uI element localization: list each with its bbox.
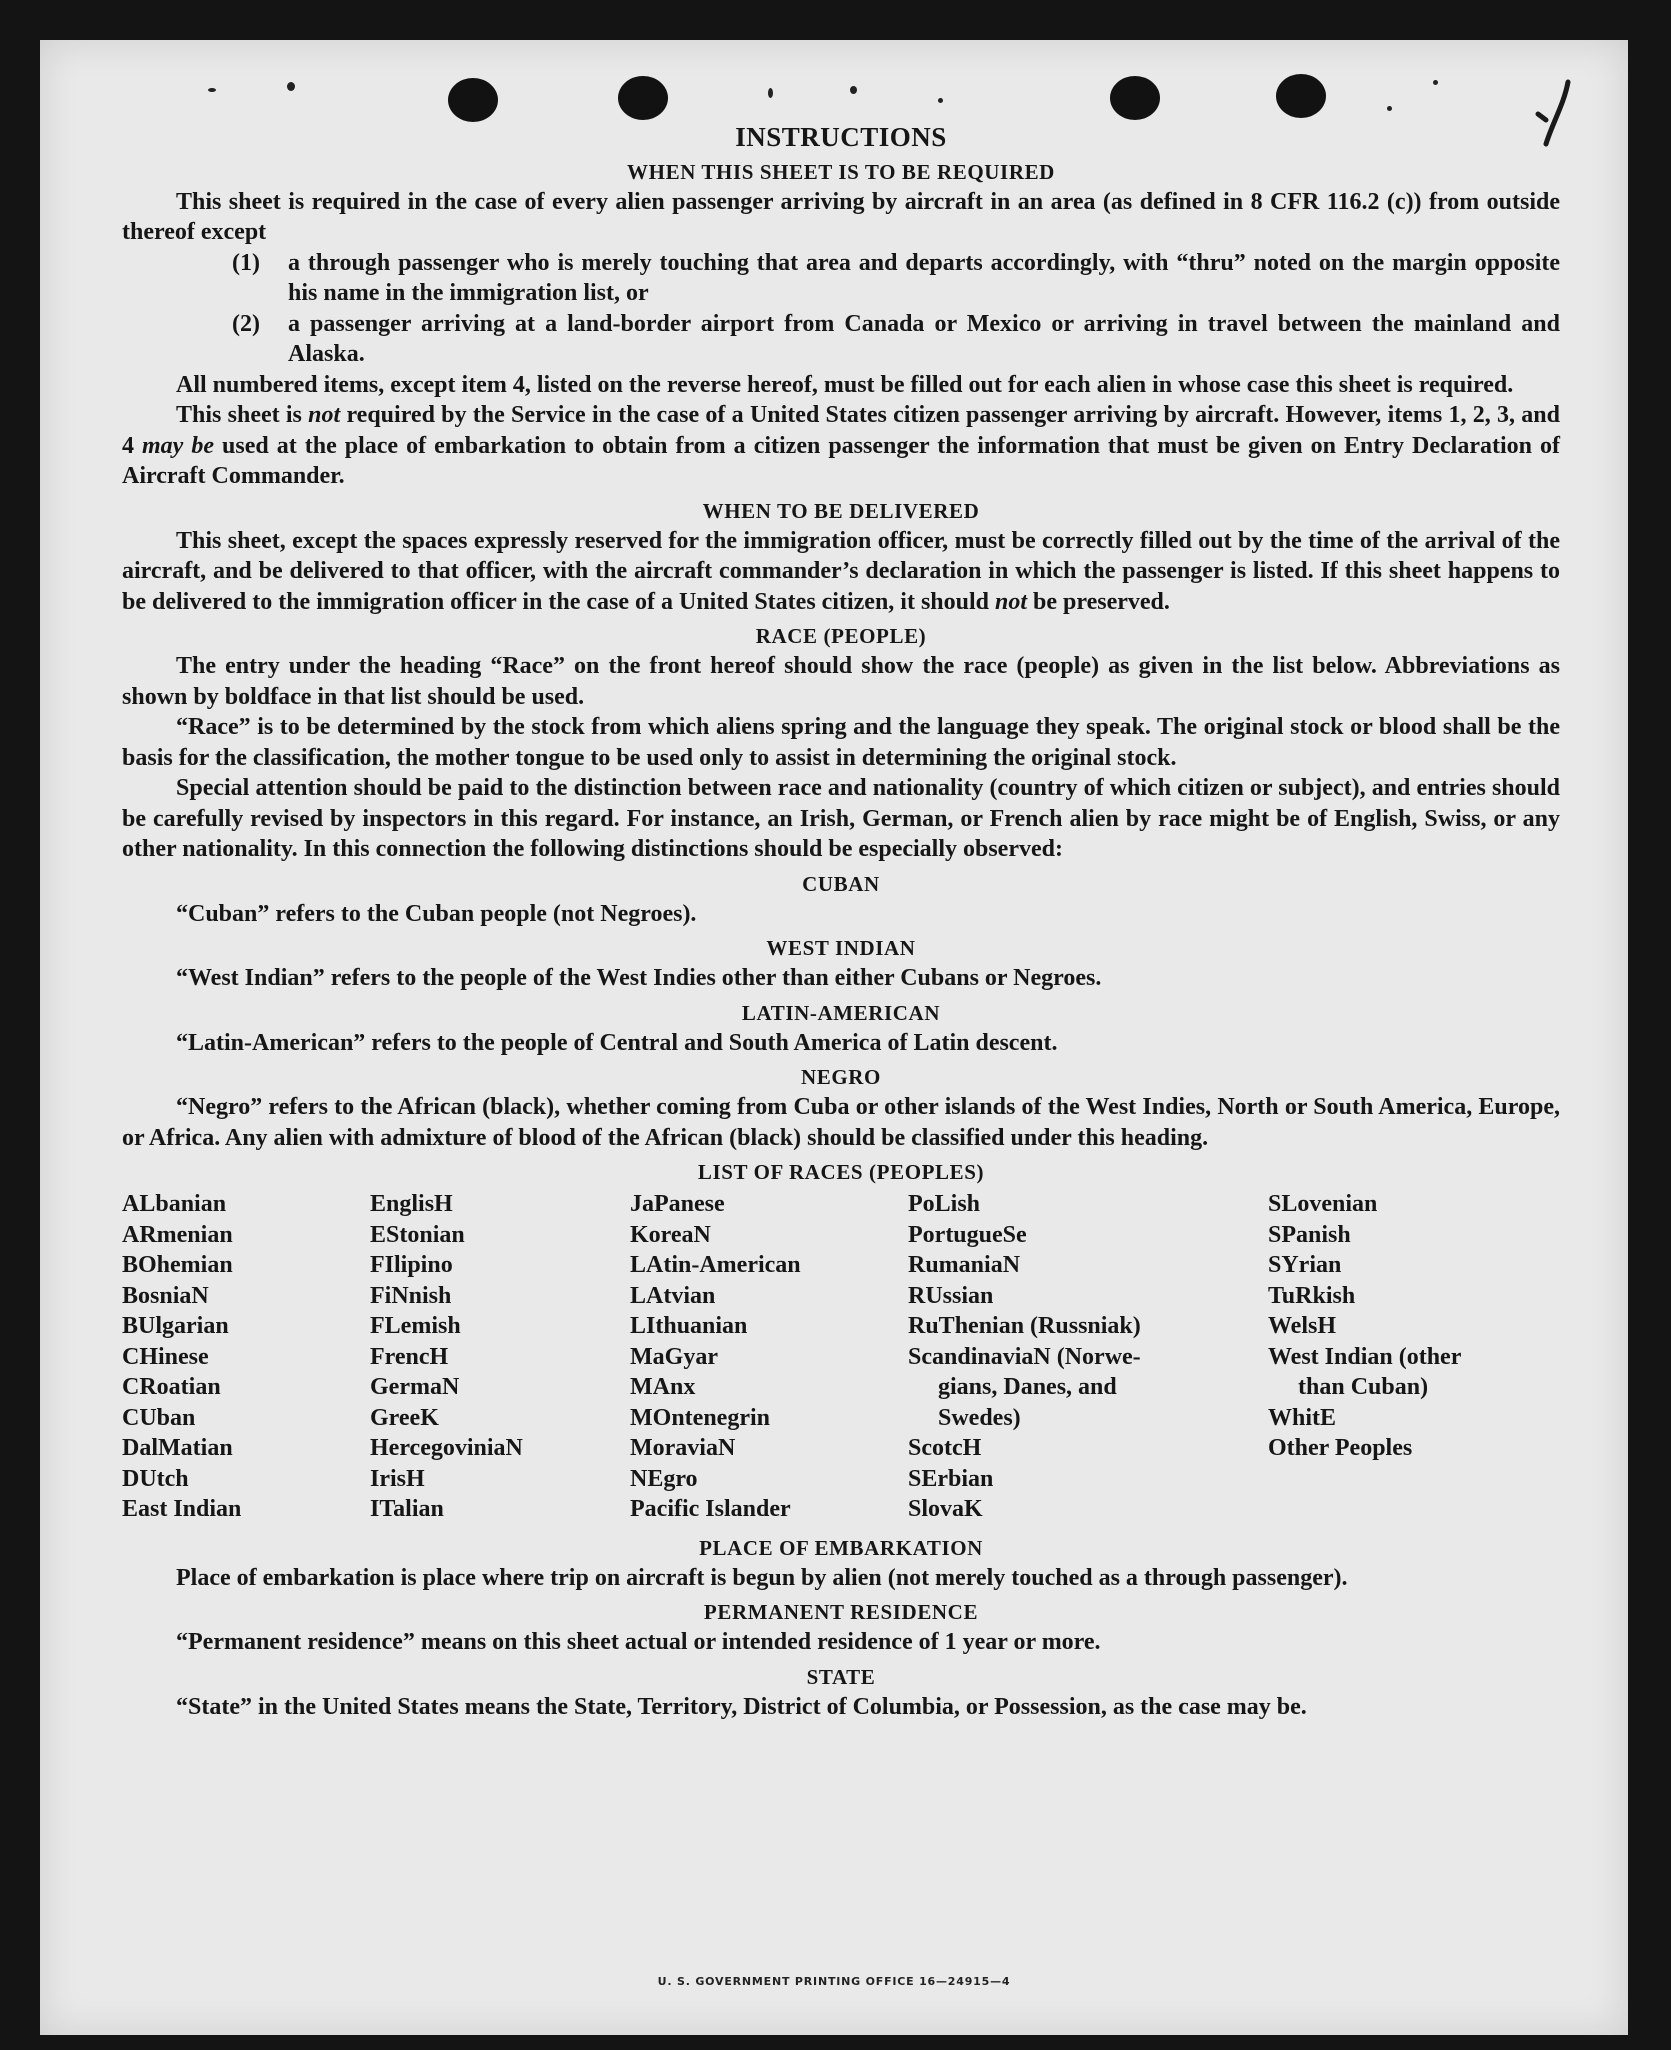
race-entry: EnglisH <box>370 1191 453 1217</box>
race-entry: West Indian (other <box>1268 1343 1462 1370</box>
race-entry: ALbanian <box>122 1191 227 1217</box>
race-entry: MaGyar <box>630 1343 718 1370</box>
race-entry: RUssian <box>908 1282 994 1309</box>
section-heading-required: WHEN THIS SHEET IS TO BE REQUIRED <box>627 159 1055 184</box>
race-entry: JaPanese <box>630 1191 725 1217</box>
race-entry: SlovaK <box>908 1496 983 1522</box>
paragraph-race-2: “Race” is to be determined by the stock from which aliens spring and the language they speak. The original stock or blood shall be the basis for the classification, the mother tongue to be used only to assist in determining the original stock. <box>122 714 1560 771</box>
section-heading-negro: NEGRO <box>800 1065 881 1089</box>
section-heading-west-indian: WEST INDIAN <box>766 936 916 960</box>
race-entry: RumaniaN <box>908 1252 1021 1278</box>
section-heading-residence: PERMANENT RESIDENCE <box>703 1600 979 1624</box>
punch-hole <box>448 78 498 122</box>
race-entry: KoreaN <box>630 1221 711 1248</box>
race-entry: IrisH <box>370 1465 425 1492</box>
paragraph-delivered <box>122 526 1560 618</box>
race-entry: East Indian <box>122 1496 242 1522</box>
race-entry: FrencH <box>370 1343 449 1370</box>
race-entry: GermaN <box>370 1374 460 1400</box>
race-entry: BOhemian <box>122 1252 233 1278</box>
race-entry: ITalian <box>370 1496 444 1522</box>
race-entry: DUtch <box>122 1465 189 1492</box>
paragraph-latin-american: “Latin-American” refers to the people of Central and South America of Latin descent. <box>176 1029 1058 1056</box>
section-heading-embarkation: PLACE OF EMBARKATION <box>699 1535 983 1560</box>
race-column <box>1268 1189 1528 1525</box>
race-entry: BosniaN <box>122 1282 209 1309</box>
ink-speck <box>850 86 857 94</box>
race-entry-continued: Swedes) <box>938 1404 1021 1431</box>
race-entry: LAtin-American <box>630 1252 801 1278</box>
text-run: This sheet, except the spaces expressly reserved for the immigration officer, must be correctly filled out by the time of the arrival of the aircraft, and be delivered to that officer, with the aircraft commander’s declaration in which the passenger is listed. If this sheet happens to be delivered to the immigration officer in the case of a United States citizen, it should <box>122 527 1560 615</box>
race-entry: LAtvian <box>630 1282 716 1309</box>
item-text: a through passenger who is merely touching that area and departs accordingly, with “thru” noted on the margin opposite his name in the immigration list, or <box>288 249 1560 306</box>
race-column <box>370 1189 630 1525</box>
punch-hole <box>1110 76 1160 120</box>
item-text: a passenger arriving at a land-border airport from Canada or Mexico or arriving in travel between the mainland and Alaska. <box>288 310 1560 367</box>
race-entry: TuRkish <box>1268 1282 1356 1309</box>
document-page <box>40 40 1628 2035</box>
race-entry: NEgro <box>630 1465 698 1492</box>
ink-speck <box>768 88 773 98</box>
race-entry: FIlipino <box>370 1252 453 1278</box>
exception-item-2 <box>122 309 1560 370</box>
race-entry: ScandinaviaN (Norwe- <box>908 1343 1141 1370</box>
item-number: (2) <box>232 310 260 337</box>
race-entry: DalMatian <box>122 1435 233 1461</box>
emphasis-not: not <box>308 402 341 428</box>
race-entry-continued: gians, Danes, and <box>938 1374 1117 1400</box>
race-list-table <box>122 1189 1560 1525</box>
race-entry: SPanish <box>1268 1221 1351 1248</box>
race-entry: PoLish <box>908 1191 981 1217</box>
race-entry: MoraviaN <box>630 1435 736 1461</box>
race-column <box>908 1189 1268 1525</box>
punch-hole <box>1276 74 1326 118</box>
paragraph-citizen <box>122 400 1560 492</box>
race-entry: WelsH <box>1268 1313 1337 1339</box>
race-entry: Other Peoples <box>1268 1435 1413 1461</box>
text-run: required by the Service in the case of a United States citizen passenger arriving by aircraft. However, items 1, 2, 3, and 4 <box>122 402 1560 459</box>
section-heading-cuban: CUBAN <box>802 871 880 896</box>
paragraph-required: This sheet is required in the case of every alien passenger arriving by aircraft in an area (as defined in 8 CFR 116.2 (c)) from outside thereof except <box>122 188 1560 245</box>
item-number: (1) <box>232 249 260 276</box>
paragraph-race-3: Special attention should be paid to the distinction between race and nationality (country of which citizen or subject), and entries should be carefully revised by inspectors in this regard. For instance, an Irish, German, or French alien by race might be of English, Swiss, or any other nationality. In this connection the following distinctions should be especially observed: <box>122 775 1560 862</box>
ink-speck <box>938 98 943 103</box>
emphasis-not: not <box>995 588 1028 615</box>
race-entry: RuThenian (Russniak) <box>908 1313 1141 1339</box>
printer-imprint: U. S. GOVERNMENT PRINTING OFFICE 16—24915—4 <box>657 1975 1011 1988</box>
paragraph-west-indian: “West Indian” refers to the people of the West Indies other than either Cubans or Negroes. <box>176 965 1102 991</box>
race-entry: Pacific Islander <box>630 1496 791 1522</box>
section-heading-race: RACE (PEOPLE) <box>755 624 927 648</box>
race-entry: GreeK <box>370 1404 439 1431</box>
instructions-body <box>122 122 1560 1722</box>
race-entry: FiNnish <box>370 1282 452 1309</box>
emphasis-may-be: may be <box>142 432 215 459</box>
section-heading-latin-american: LATIN-AMERICAN <box>741 1000 941 1025</box>
exception-item-1 <box>122 248 1560 309</box>
race-entry: BUlgarian <box>122 1313 229 1339</box>
race-entry: ScotcH <box>908 1435 982 1461</box>
paragraph-negro: “Negro” refers to the African (black), whether coming from Cuba or other islands of the West Indies, North or South America, Europe, or Africa. Any alien with admixture of blood of the African (black) should be classified under this heading. <box>122 1094 1560 1151</box>
race-entry: SYrian <box>1268 1252 1342 1278</box>
race-entry: LIthuanian <box>630 1313 748 1339</box>
race-entry: HercegoviniaN <box>370 1435 523 1461</box>
race-entry: PortugueSe <box>908 1221 1027 1248</box>
race-entry: CHinese <box>122 1343 209 1370</box>
race-entry: MAnx <box>630 1374 696 1400</box>
race-entry: CUban <box>122 1404 196 1431</box>
race-entry: WhitE <box>1268 1404 1337 1431</box>
text-run: This sheet is <box>176 402 309 428</box>
section-heading-delivered: WHEN TO BE DELIVERED <box>702 498 980 523</box>
race-column <box>630 1189 908 1525</box>
race-column <box>122 1189 370 1525</box>
race-entry: EStonian <box>370 1221 465 1248</box>
race-entry-continued: than Cuban) <box>1298 1374 1429 1400</box>
paragraph-embarkation: Place of embarkation is place where trip on aircraft is begun by alien (not merely touched as a through passenger). <box>176 1564 1348 1591</box>
paragraph-residence: “Permanent residence” means on this sheet actual or intended residence of 1 year or more. <box>176 1629 1101 1655</box>
race-entry: MOntenegrin <box>630 1404 770 1431</box>
race-entry: SLovenian <box>1268 1191 1378 1217</box>
text-run: be preserved. <box>1027 588 1170 615</box>
paragraph-race-1: The entry under the heading “Race” on the front hereof should show the race (people) as given in the list below. Abbreviations as shown by boldface in that list should be used. <box>122 653 1560 710</box>
section-heading-list-of-races: LIST OF RACES (PEOPLES) <box>697 1160 985 1184</box>
paragraph-numbered-items: All numbered items, except item 4, listed on the reverse hereof, must be filled out for each alien in whose case this sheet is required. <box>176 371 1514 398</box>
race-entry: CRoatian <box>122 1374 221 1400</box>
page-title: INSTRUCTIONS <box>735 122 947 152</box>
paragraph-state: “State” in the United States means the State, Territory, District of Columbia, or Possession, as the case may be. <box>176 1693 1307 1720</box>
race-entry: FLemish <box>370 1313 461 1339</box>
ink-speck <box>208 88 216 92</box>
section-heading-state: STATE <box>806 1664 876 1689</box>
ink-speck <box>287 82 295 91</box>
paragraph-cuban: “Cuban” refers to the Cuban people (not Negroes). <box>176 900 697 927</box>
text-run: used at the place of embarkation to obtain from a citizen passenger the information that must be given on Entry Declaration of Aircraft Commander. <box>122 432 1560 489</box>
ink-speck <box>1387 106 1392 111</box>
race-entry: ARmenian <box>122 1221 233 1248</box>
punch-hole <box>618 76 668 120</box>
ink-speck <box>1433 80 1438 85</box>
race-entry: SErbian <box>908 1465 994 1492</box>
